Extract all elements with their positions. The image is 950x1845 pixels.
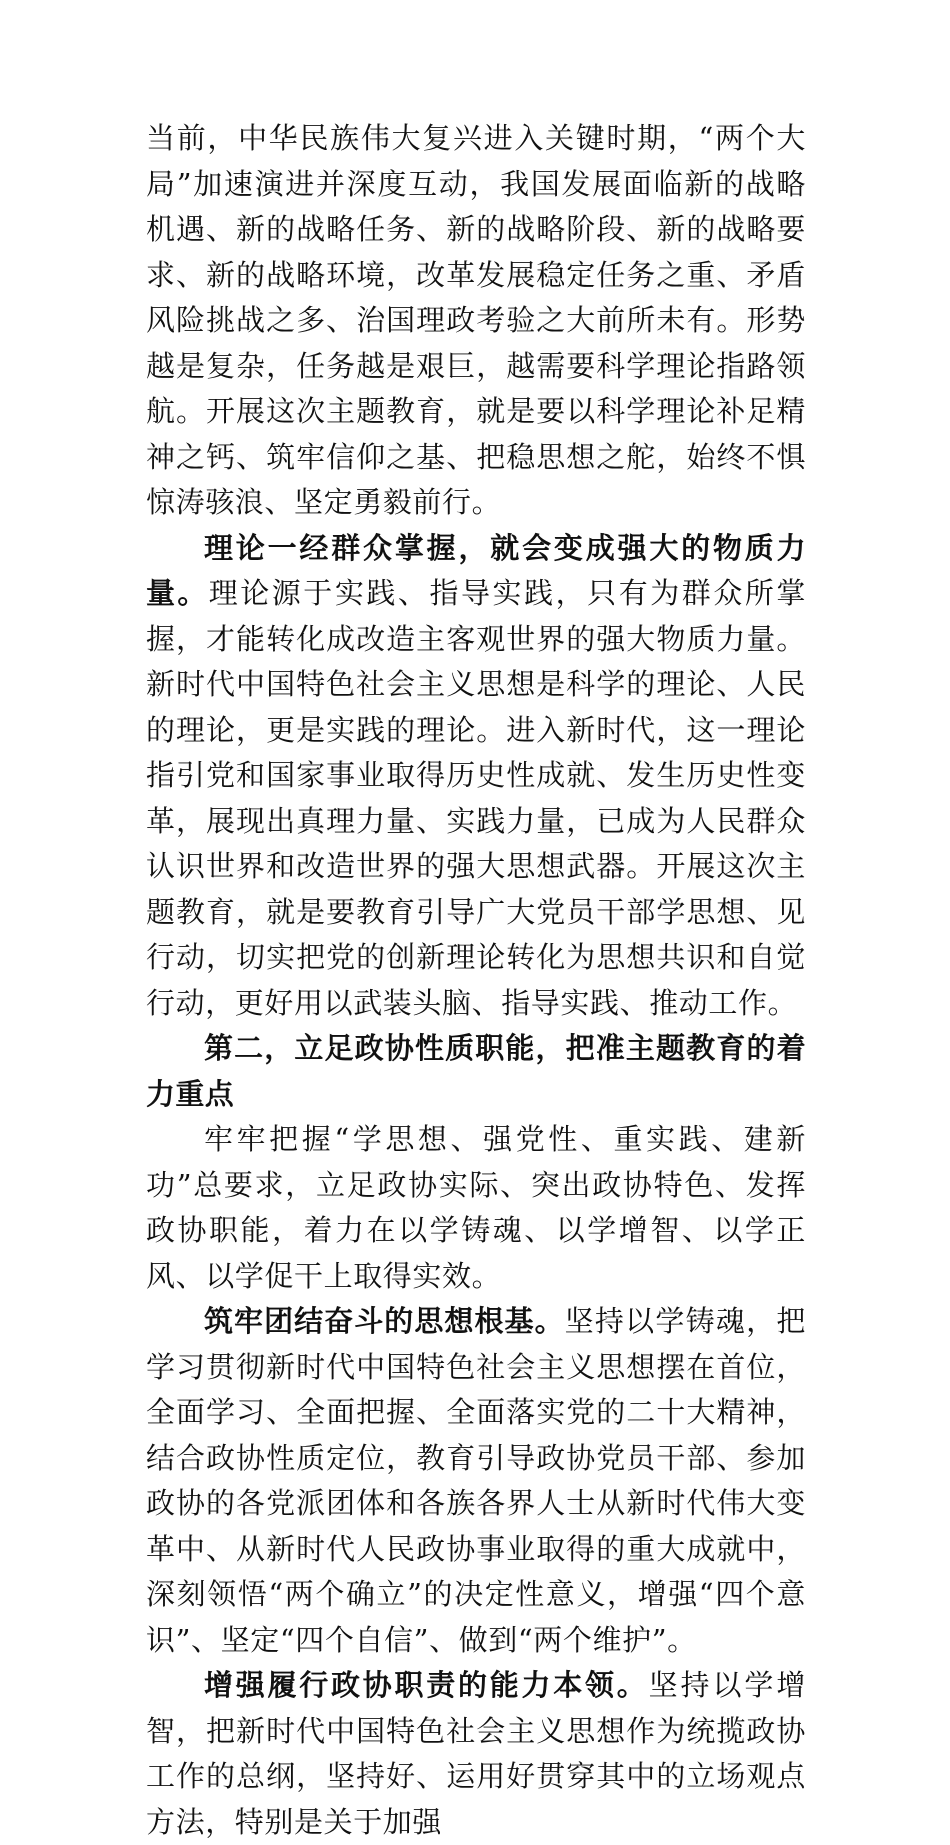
- paragraph-requirements: [146, 1117, 806, 1299]
- paragraph-lead: 增强履行政协职责的能力本领。: [204, 1668, 649, 1702]
- paragraph-capability: [146, 1663, 806, 1845]
- document-body: [146, 116, 806, 1845]
- section-heading: 第二，立足政协性质职能，把准主题教育的着力重点: [146, 1031, 806, 1111]
- paragraph-intro: [146, 116, 806, 526]
- paragraph-text: 当前，中华民族伟大复兴进入关键时期，“两个大局”加速演进并深度互动，我国发展面临新的战略机遇、新的战略任务、新的战略阶段、新的战略要求、新的战略环境，改革发展稳定任务之重、矛盾风险挑战之多、治国理政考验之大前所未有。形势越是复杂，任务越是艰巨，越需要科学理论指路领航。开展这次主题教育，就是要以科学理论补足精神之钙、筑牢信仰之基、把稳思想之舵，始终不惧惊涛骇浪、坚定勇毅前行。: [146, 121, 806, 519]
- paragraph-text: 坚持以学增智，把新时代中国特色社会主义思想作为统揽政协工作的总纲，坚持好、运用好贯穿其中的立场观点方法，特别是关于加强: [146, 1668, 806, 1839]
- paragraph-lead: 理论一经群众掌握，就会变成强大的物质力量。: [146, 530, 806, 610]
- paragraph-text: 理论源于实践、指导实践，只有为群众所掌握，才能转化成改造主客观世界的强大物质力量。新时代中国特色社会主义思想是科学的理论、人民的理论，更是实践的理论。进入新时代，这一理论指引党和国家事业取得历史性成就、发生历史性变革，展现出真理力量、实践力量，已成为人民群众认识世界和改造世界的强大思想武器。开展这次主题教育，就是要教育引导广大党员干部学思想、见行动，切实把党的创新理论转化为思想共识和自觉行动，更好用以武装头脑、指导实践、推动工作。: [146, 576, 806, 1020]
- paragraph-ideological-foundation: [146, 1299, 806, 1663]
- paragraph-text: 坚持以学铸魂，把学习贯彻新时代中国特色社会主义思想摆在首位，全面学习、全面把握、全面落实党的二十大精神，结合政协性质定位，教育引导政协党员干部、参加政协的各党派团体和各族各界人士从新时代伟大变革中、从新时代人民政协事业取得的重大成就中，深刻领悟“两个确立”的决定性意义，增强“四个意识”、坚定“四个自信”、做到“两个维护”。: [146, 1304, 806, 1657]
- paragraph-text: 牢牢把握“学思想、强党性、重实践、建新功”总要求，立足政协实际、突出政协特色、发挥政协职能，着力在以学铸魂、以学增智、以学正风、以学促干上取得实效。: [146, 1122, 806, 1293]
- paragraph-lead: 筑牢团结奋斗的思想根基。: [204, 1304, 565, 1338]
- paragraph-theory-mastery: [146, 526, 806, 1027]
